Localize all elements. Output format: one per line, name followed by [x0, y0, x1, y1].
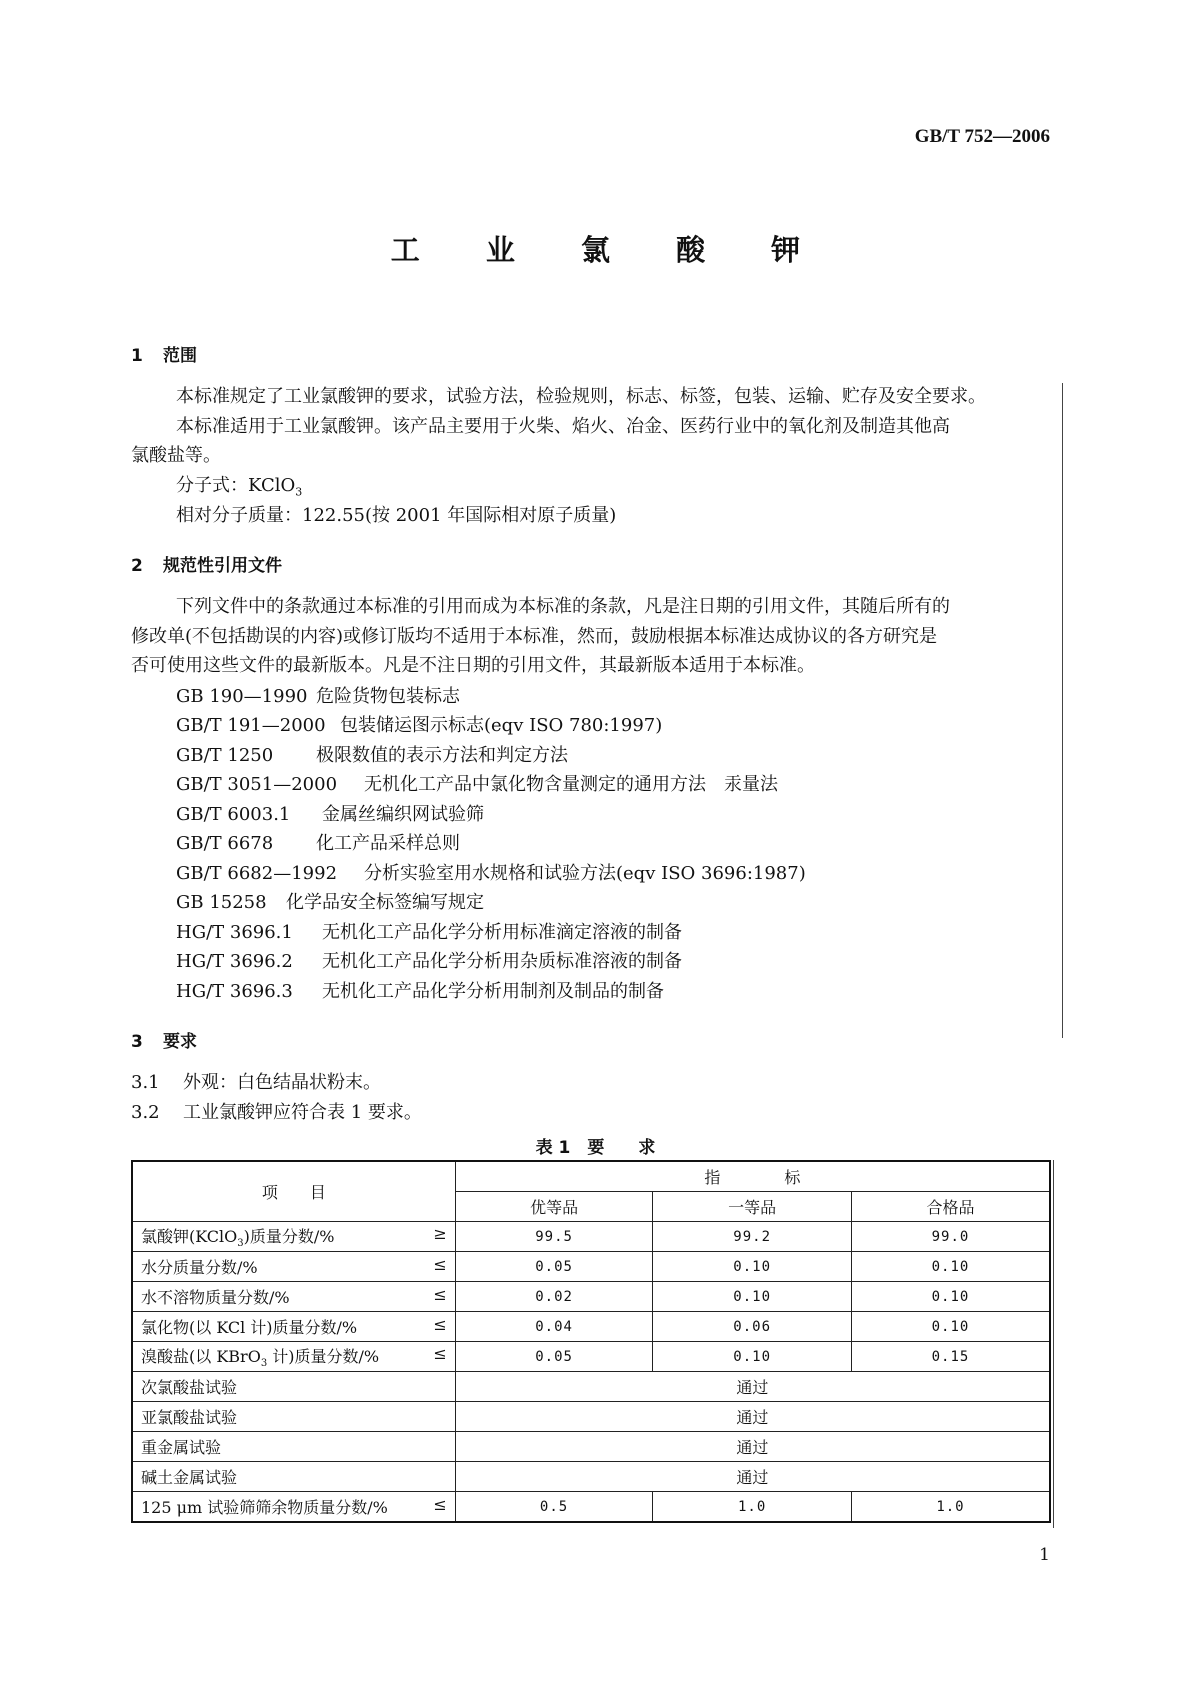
table-row: [132, 1432, 1050, 1462]
operator: ≤: [433, 1315, 447, 1334]
reference-code: GB 15258: [176, 892, 267, 913]
reference-title: 化学品安全标签编写规定: [286, 892, 484, 913]
standard-code: GB/T 752—2006: [914, 126, 1050, 147]
item-label: 碱土金属试验: [132, 1462, 455, 1492]
paragraph: 否可使用这些文件的最新版本。凡是不注日期的引用文件，其最新版本适用于本标准。: [131, 655, 815, 676]
result-cell: 通过: [455, 1372, 1050, 1402]
result-cell: 通过: [455, 1402, 1050, 1432]
section-title: 要求: [163, 1032, 197, 1052]
result-cell: 通过: [455, 1462, 1050, 1492]
value-cell: 0.10: [851, 1312, 1050, 1342]
value-cell: 0.06: [653, 1312, 852, 1342]
section-number: 3: [131, 1032, 143, 1052]
formula-subscript: 3: [295, 485, 303, 499]
reference-item: [176, 829, 460, 855]
reference-item: [176, 947, 682, 973]
header-item: 项 目: [132, 1161, 455, 1222]
operator: ≤: [433, 1285, 447, 1304]
reference-item: [176, 888, 484, 914]
paragraph: 本标准适用于工业氯酸钾。该产品主要用于火柴、焰火、冶金、医药行业中的氧化剂及制造其他高: [176, 416, 950, 437]
document-title: 工 业 氯 酸 钾: [390, 233, 829, 267]
item-label: 125 μm 试验筛筛余物质量分数/%: [141, 1498, 388, 1517]
revision-bar: [1053, 1160, 1054, 1528]
operator: ≥: [433, 1223, 447, 1243]
reference-item: [176, 711, 662, 737]
item-label: 氯酸钾(KClO$_3$)质量分数/%: [141, 1226, 335, 1250]
revision-bar: [1062, 383, 1063, 1038]
reference-code: HG/T 3696.1: [176, 922, 293, 943]
reference-title: 危险货物包装标志: [316, 686, 460, 707]
paragraph: 氯酸盐等。: [131, 445, 221, 466]
paragraph: 下列文件中的条款通过本标准的引用而成为本标准的条款，凡是注日期的引用文件，其随后所有的: [176, 596, 950, 617]
reference-title: 无机化工产品中氯化物含量测定的通用方法 汞量法: [364, 774, 778, 795]
value-cell: 1.0: [851, 1492, 1050, 1523]
item-label: 重金属试验: [132, 1432, 455, 1462]
reference-code: GB/T 6678: [176, 833, 274, 854]
reference-item: [176, 918, 682, 944]
value-cell: 0.5: [455, 1492, 653, 1523]
value-cell: 0.05: [455, 1342, 653, 1372]
reference-item: [176, 682, 460, 708]
reference-code: GB/T 6003.1: [176, 804, 291, 825]
clause-text: 外观：白色结晶状粉末。: [183, 1072, 381, 1093]
reference-code: GB/T 6682—1992: [176, 863, 338, 884]
reference-title: 极限数值的表示方法和判定方法: [316, 745, 568, 766]
section-title: 规范性引用文件: [163, 556, 282, 576]
reference-item: [176, 800, 484, 826]
value-cell: 0.15: [851, 1342, 1050, 1372]
clause-3-2: [131, 1098, 422, 1127]
reference-code: GB/T 1250: [176, 745, 274, 766]
value-cell: 99.5: [455, 1222, 653, 1252]
reference-item: [176, 770, 778, 796]
value-cell: 0.10: [851, 1252, 1050, 1282]
table-row: [132, 1252, 1050, 1282]
page-number: 1: [1039, 1545, 1050, 1565]
header-grade: 合格品: [851, 1192, 1050, 1222]
reference-title: 无机化工产品化学分析用杂质标准溶液的制备: [322, 951, 682, 972]
table-row: [132, 1282, 1050, 1312]
result-cell: 通过: [455, 1432, 1050, 1462]
value-cell: 1.0: [653, 1492, 852, 1523]
clause-3-1: [131, 1068, 381, 1097]
section-2-heading: [131, 551, 282, 576]
reference-title: 分析实验室用水规格和试验方法(eqv ISO 3696:1987): [364, 863, 806, 884]
item-label: 水分质量分数/%: [141, 1258, 258, 1277]
clause-text: 工业氯酸钾应符合表 1 要求。: [183, 1102, 422, 1123]
header-grade: 优等品: [455, 1192, 653, 1222]
clause-number: 3.2: [131, 1102, 160, 1123]
reference-title: 无机化工产品化学分析用制剂及制品的制备: [322, 981, 664, 1002]
value-cell: 99.2: [653, 1222, 852, 1252]
value-cell: 99.0: [851, 1222, 1050, 1252]
molecular-mass: 相对分子质量：122.55(按 2001 年国际相对原子质量): [176, 505, 617, 526]
item-label: 水不溶物质量分数/%: [141, 1288, 290, 1307]
section-title: 范围: [163, 346, 197, 366]
reference-title: 金属丝编织网试验筛: [322, 804, 484, 825]
operator: ≤: [433, 1495, 447, 1514]
value-cell: 0.10: [653, 1342, 852, 1372]
reference-title: 包装储运图示标志(eqv ISO 780:1997): [340, 715, 663, 736]
value-cell: 0.05: [455, 1252, 653, 1282]
table-row: [132, 1492, 1050, 1523]
reference-code: GB 190—1990: [176, 686, 308, 707]
table-row: [132, 1312, 1050, 1342]
reference-item: [176, 859, 806, 885]
formula-label: 分子式：KClO: [176, 475, 296, 496]
reference-item: [176, 741, 568, 767]
section-3-heading: [131, 1027, 197, 1052]
header-index: 指 标: [455, 1161, 1050, 1192]
section-number: 2: [131, 556, 143, 576]
table-row: [132, 1342, 1050, 1372]
reference-title: 化工产品采样总则: [316, 833, 460, 854]
paragraph: 本标准规定了工业氯酸钾的要求，试验方法，检验规则，标志、标签，包装、运输、贮存及安全要求。: [176, 386, 986, 407]
reference-item: [176, 977, 664, 1003]
table-row: [132, 1222, 1050, 1252]
value-cell: 0.10: [851, 1282, 1050, 1312]
value-cell: 0.10: [653, 1252, 852, 1282]
table-caption: 表 1 要 求: [535, 1138, 656, 1158]
section-number: 1: [131, 346, 143, 366]
operator: ≤: [433, 1343, 447, 1363]
item-label: 亚氯酸盐试验: [132, 1402, 455, 1432]
reference-code: HG/T 3696.3: [176, 981, 293, 1002]
operator: ≤: [433, 1255, 447, 1274]
value-cell: 0.02: [455, 1282, 653, 1312]
paragraph: 修改单(不包括勘误的内容)或修订版均不适用于本标准，然而，鼓励根据本标准达成协议的各方研究是: [131, 626, 938, 647]
reference-code: HG/T 3696.2: [176, 951, 293, 972]
item-label: 溴酸盐(以 KBrO$_3$ 计)质量分数/%: [141, 1346, 380, 1370]
value-cell: 0.04: [455, 1312, 653, 1342]
value-cell: 0.10: [653, 1282, 852, 1312]
table-row: [132, 1462, 1050, 1492]
reference-code: GB/T 3051—2000: [176, 774, 338, 795]
clause-number: 3.1: [131, 1072, 160, 1093]
table-row: [132, 1372, 1050, 1402]
item-label: 次氯酸盐试验: [132, 1372, 455, 1402]
table-row: [132, 1402, 1050, 1432]
item-label: 氯化物(以 KCl 计)质量分数/%: [141, 1318, 358, 1337]
section-1-heading: [131, 341, 197, 366]
reference-title: 无机化工产品化学分析用标准滴定溶液的制备: [322, 922, 682, 943]
reference-code: GB/T 191—2000: [176, 715, 326, 736]
header-grade: 一等品: [653, 1192, 852, 1222]
requirements-table: [131, 1160, 1051, 1523]
